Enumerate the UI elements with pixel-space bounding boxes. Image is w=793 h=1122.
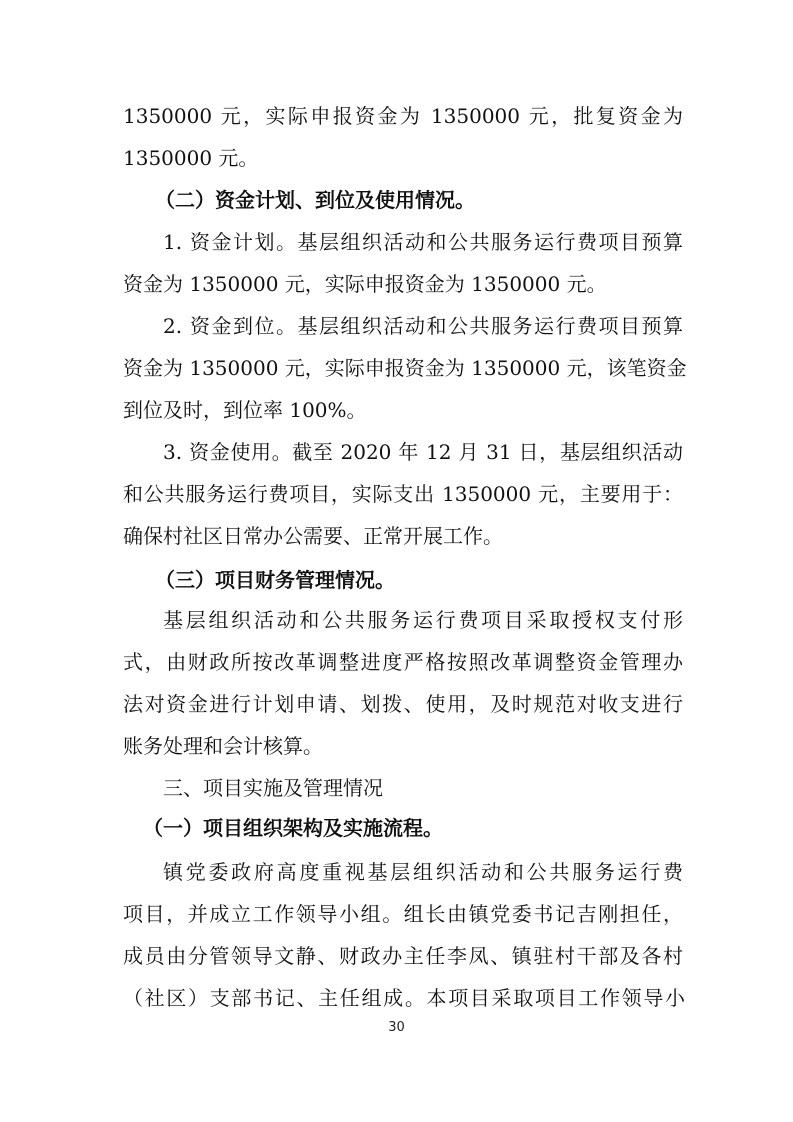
section-heading: （一）项目组织架构及实施流程。	[143, 816, 443, 840]
body-line: 账务处理和会计核算。	[123, 734, 323, 758]
body-line: 式，由财政所按改革调整进度严格按照改革调整资金管理办	[123, 650, 683, 674]
body-line: 镇党委政府高度重视基层组织活动和公共服务运行费	[163, 860, 683, 884]
body-line: 项目，并成立工作领导小组。组长由镇党委书记吉刚担任，	[123, 902, 683, 926]
body-line: 和公共服务运行费项目，实际支出 1350000 元，主要用于：	[123, 482, 683, 506]
section-heading: （三）项目财务管理情况。	[155, 568, 395, 592]
body-line: 资金为 1350000 元，实际申报资金为 1350000 元。	[123, 272, 607, 296]
body-line: 法对资金进行计划申请、划拨、使用，及时规范对收支进行	[123, 692, 683, 716]
body-line: 1350000 元。	[123, 146, 259, 170]
body-line: 基层组织活动和公共服务运行费项目采取授权支付形	[163, 608, 683, 632]
body-line: （社区）支部书记、主任组成。本项目采取项目工作领导小	[123, 986, 685, 1010]
body-line: 资金为 1350000 元，实际申报资金为 1350000 元，该笔资金	[123, 356, 687, 380]
body-line: 3. 资金使用。截至 2020 年 12 月 31 日，基层组织活动	[163, 440, 683, 464]
body-line: 确保村社区日常办公需要、正常开展工作。	[123, 524, 503, 548]
body-line: 1. 资金计划。基层组织活动和公共服务运行费项目预算	[163, 230, 683, 254]
chapter-heading: 三、项目实施及管理情况	[163, 776, 383, 800]
body-line: 到位及时，到位率 100%。	[123, 398, 367, 422]
body-line: 1350000 元，实际申报资金为 1350000 元，批复资金为	[123, 104, 683, 128]
body-line: 成员由分管领导文静、财政办主任李凤、镇驻村干部及各村	[123, 944, 683, 968]
section-heading: （二）资金计划、到位及使用情况。	[155, 188, 475, 212]
page-number: 30	[388, 1020, 405, 1035]
body-line: 2. 资金到位。基层组织活动和公共服务运行费项目预算	[163, 314, 683, 338]
